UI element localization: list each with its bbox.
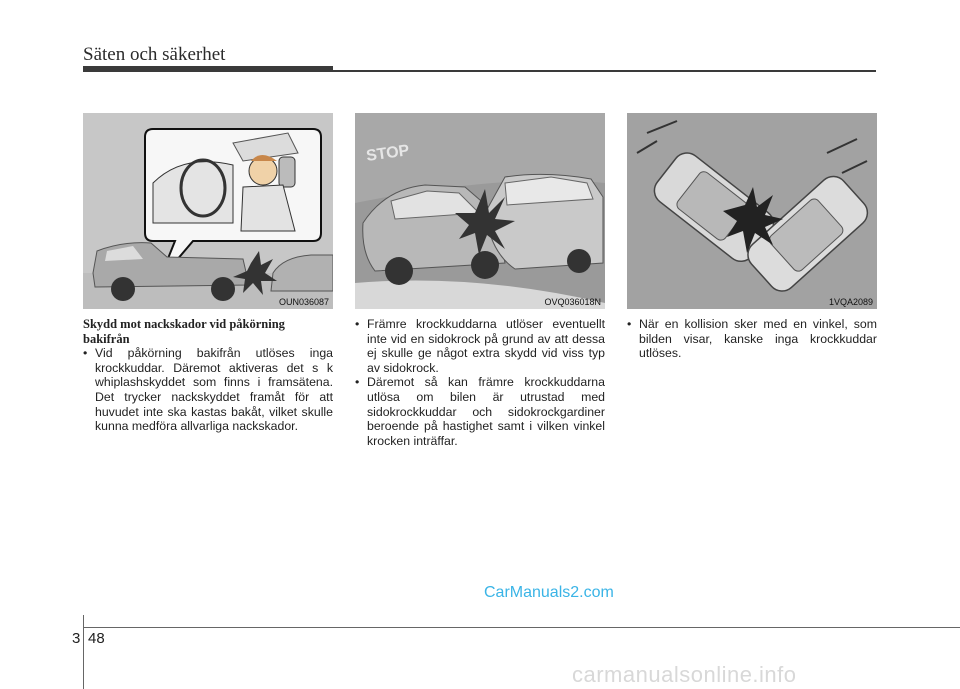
header-title: Säten och säkerhet [83,44,226,65]
text-column-3 [627,317,877,361]
chapter-number: 3 [72,630,81,647]
footer-rule [83,627,960,628]
header-bar-dark [83,66,333,72]
bullet-item: • Däremot så kan främre krockkuddarna utlösa om bilen är utrustad med sidokrockkuddar och sidokrockgardiner beroende på hastighet samt i vilken vinkel krocken inträffar. [355,375,605,448]
page-number: 48 [88,630,105,647]
bullet-item: • När en kollision sker med en vinkel, som bilden visar, kanske inga krockkuddar utlöses. [627,317,877,361]
figure-code: OVQ036018N [544,297,601,307]
site-watermark: carmanualsonline.info [572,662,797,687]
rear-collision-illustration [83,113,333,309]
footer-divider [83,615,84,689]
figure-side-collision [355,113,605,309]
figure-code: 1VQA2089 [828,297,873,307]
bullet-item: • Vid påkörning bakifrån utlöses inga krockkuddar. Däremot aktiveras det s k whiplashskyddet som finns i framsätena. Det trycker nackskyddet framåt för att huvudet inte ska kastas bakåt, vilket skulle kunna medföra allvarliga nackskador. [83,346,333,434]
figure-rear-collision [83,113,333,309]
section-heading: Skydd mot nackskador vid påkörning bakifrån [83,317,285,346]
figure-code: OUN036087 [278,297,329,307]
angle-collision-illustration [627,113,877,309]
road-stop-text: STOP [365,142,411,165]
bullet-item: • Främre krockkuddarna utlöser eventuellt inte vid en sidokrock på grund av att dessa ej skulle ge något extra skydd vid viss typ av sidokrock. [355,317,605,375]
text-column-2 [355,317,605,448]
watermark-link[interactable]: CarManuals2.com [484,584,614,601]
figure-angle-collision [627,113,877,309]
header-bar-thin [333,70,876,72]
text-column-1 [83,317,333,434]
side-collision-illustration [355,113,605,309]
